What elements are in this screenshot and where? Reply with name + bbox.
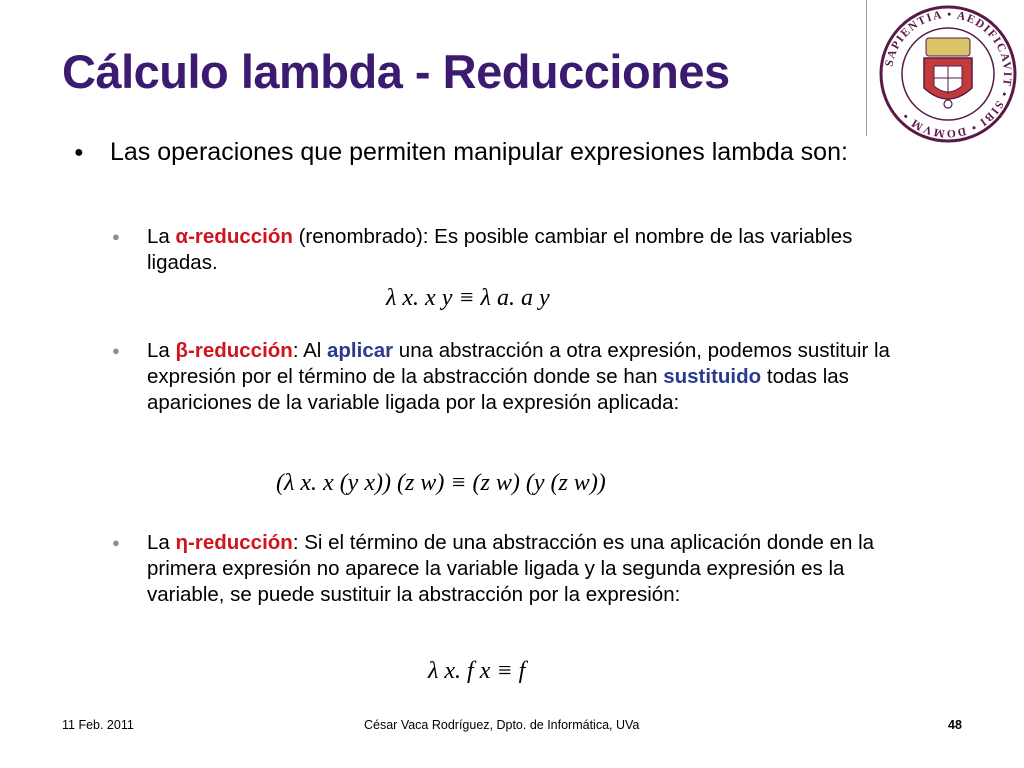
footer-date: 11 Feb. 2011 [62,718,134,732]
header-divider [866,0,867,136]
footer-author: César Vaca Rodríguez, Dpto. de Informática, UVa [364,718,640,732]
slide-title: Cálculo lambda - Reducciones [62,45,730,98]
main-bullet-text: Las operaciones que permiten manipular expresiones lambda son: [110,138,848,166]
beta-text-2: una abstracción a otra expresión, podemos sustituir la expresión por el término de la abstracción donde se han [147,339,890,388]
eta-term: η-reducción [175,531,293,554]
beta-formula: (λ x. x (y x)) (z w) ≡ (z w) (y (z w)) [276,470,606,496]
svg-text:SAPIENTIA • AEDIFICAVIT • SIBI: SAPIENTIA • AEDIFICAVIT • SIBI • DOMVM • [883,8,1014,140]
bullet-dot-icon: ● [112,535,120,550]
alpha-formula: λ x. x y ≡ λ a. a y [386,285,550,311]
beta-sustituido: sustituido [663,365,762,388]
eta-prefix: La [147,531,176,554]
bullet-dot-icon: ● [112,229,120,244]
beta-reduction-item [112,338,902,416]
beta-aplicar: aplicar [327,339,394,362]
alpha-reduction-item [112,224,902,276]
bullet-dot-icon: ● [74,144,84,161]
main-bullet [68,136,868,169]
alpha-prefix: La [147,225,176,248]
beta-text-3: todas las apariciones de la variable ligada por la expresión aplicada: [147,365,849,414]
eta-formula: λ x. f x ≡ f [428,658,526,684]
bullet-dot-icon: ● [112,343,120,358]
beta-term: β-reducción [175,339,293,362]
beta-text-1: : Al [292,339,327,362]
eta-description: : Si el término de una abstracción es una aplicación donde en la primera expresión no aparece la variable ligada y la segunda expresión es la variable, se puede sustituir la abstracción por la expresión: [147,531,875,606]
alpha-description: (renombrado): Es posible cambiar el nombre de las variables ligadas. [147,225,853,274]
university-seal-icon [876,2,1020,146]
page-number: 48 [948,718,962,732]
eta-reduction-item [112,530,902,608]
alpha-term: α-reducción [175,225,293,248]
beta-prefix: La [147,339,176,362]
